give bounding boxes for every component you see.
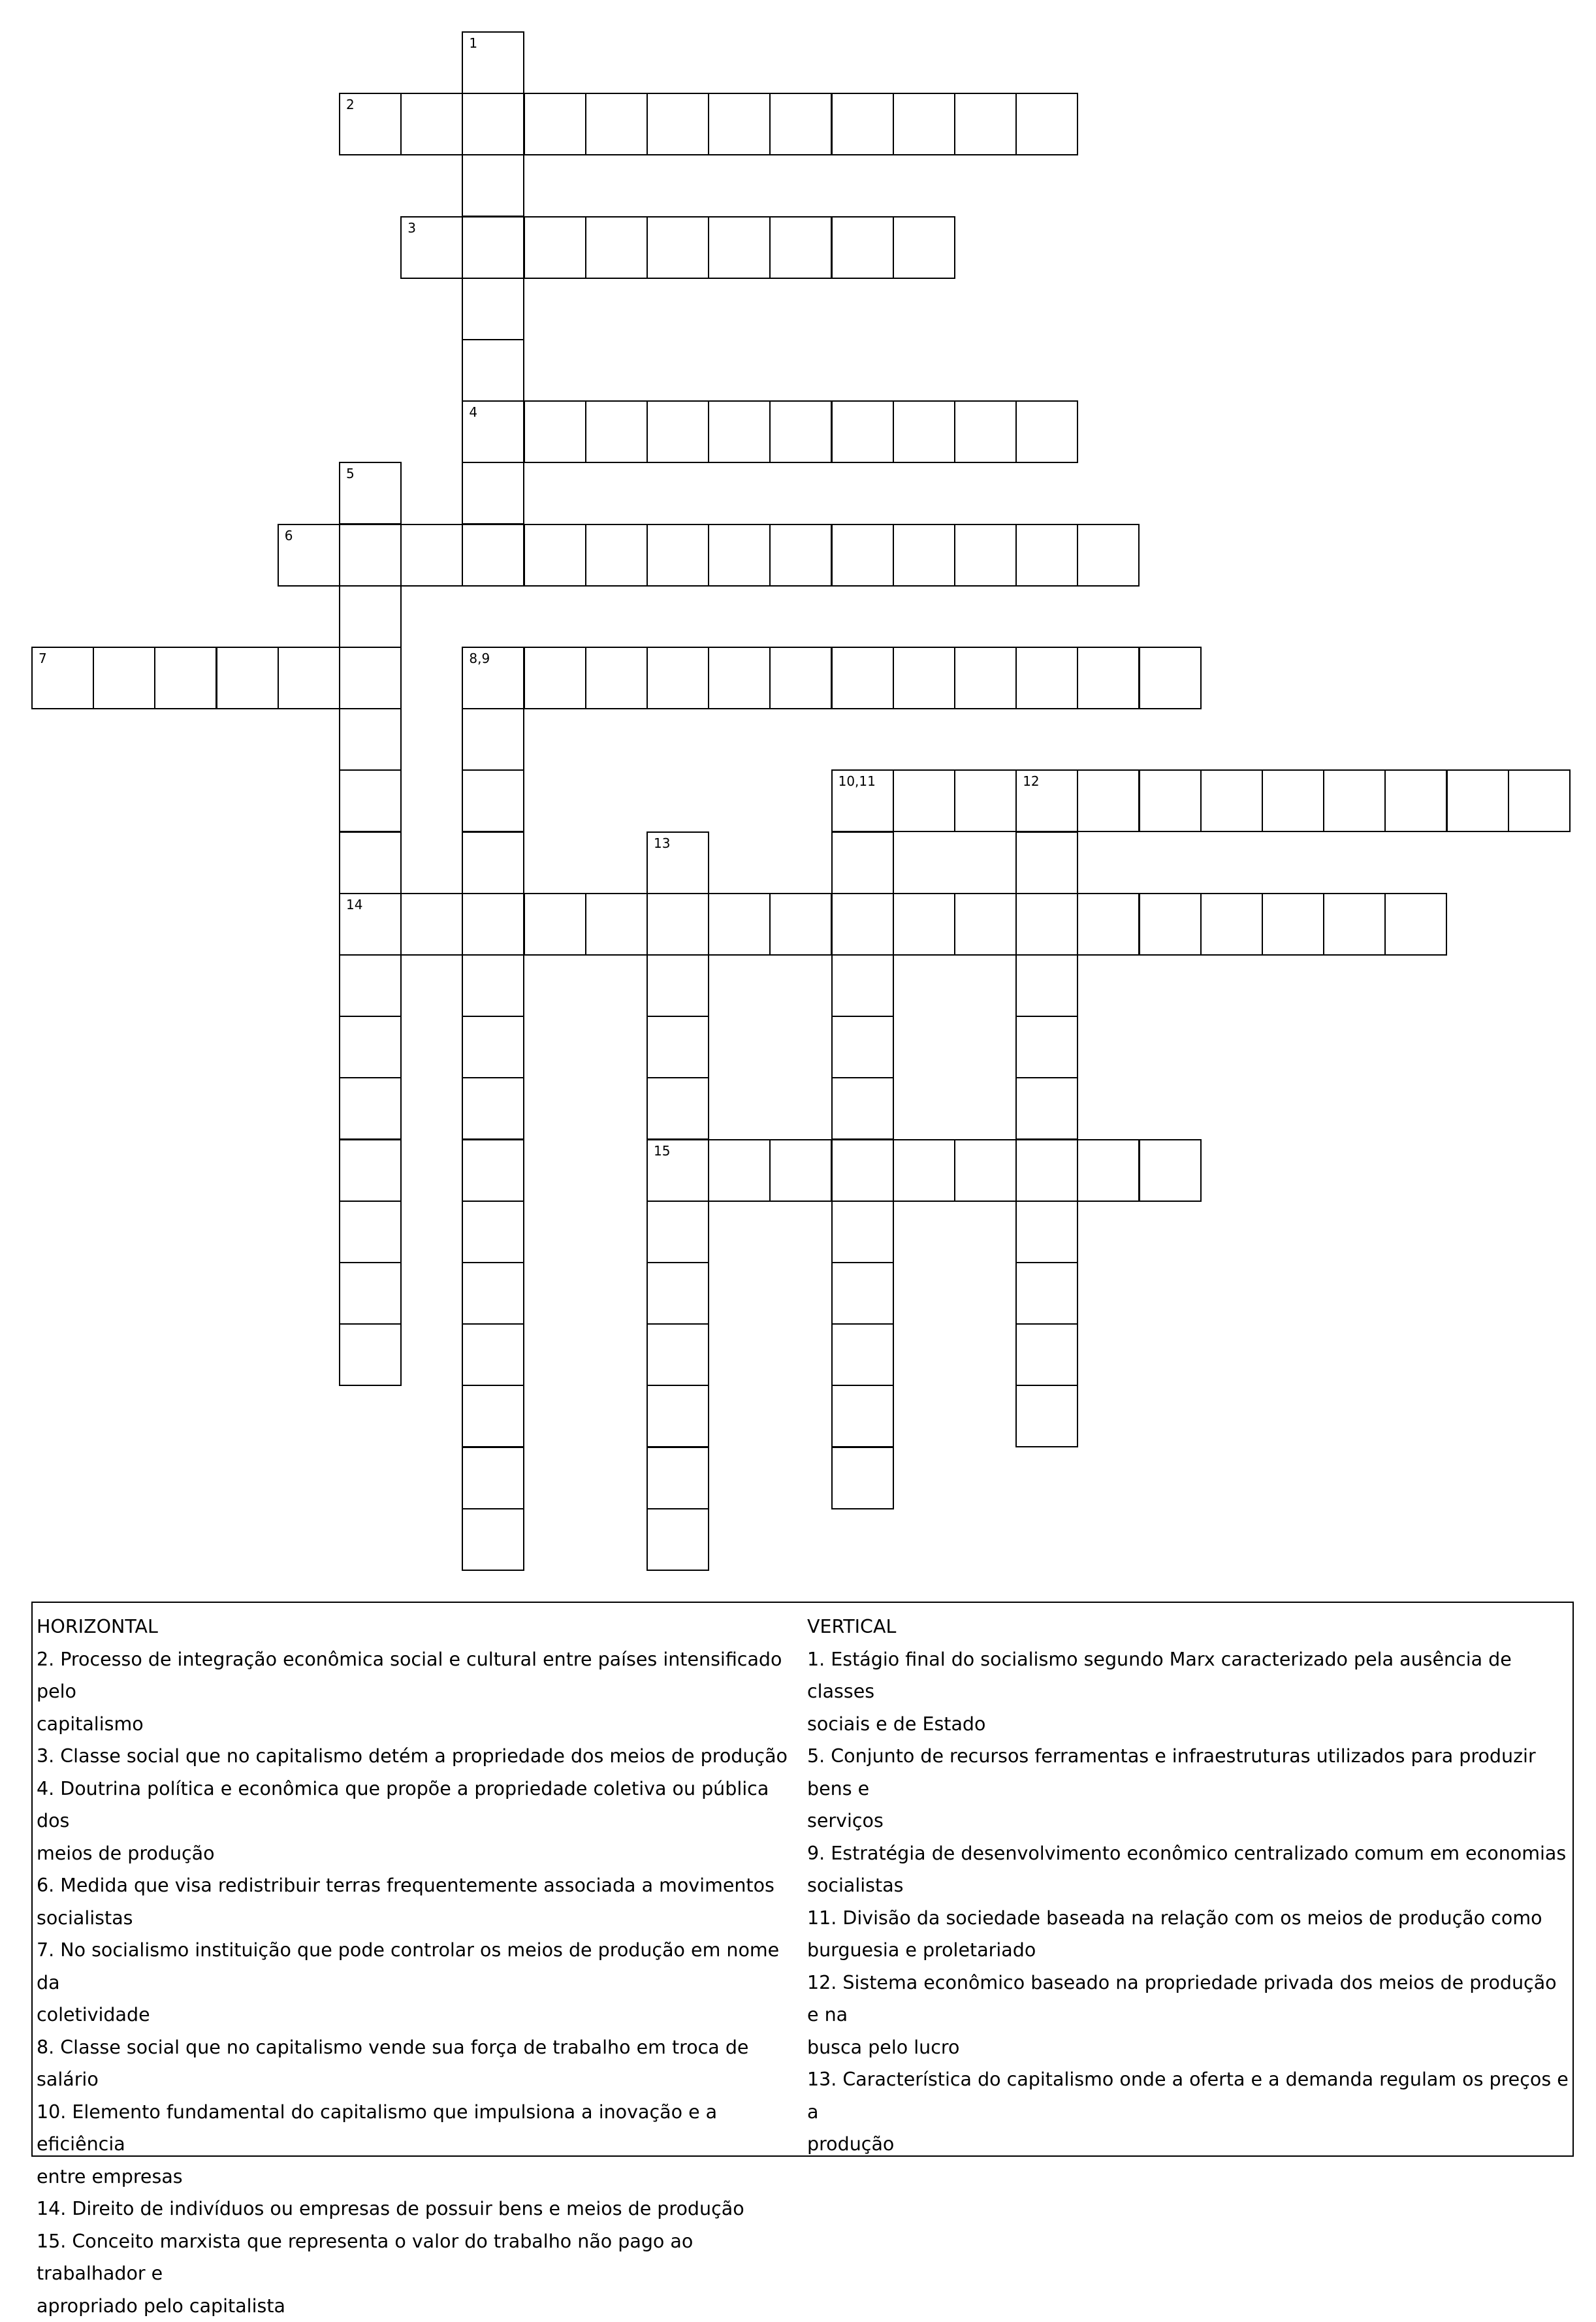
crossword-cell[interactable] xyxy=(278,524,340,587)
crossword-cell[interactable] xyxy=(585,216,648,279)
vertical-clue-list xyxy=(807,1643,1570,2161)
crossword-cell[interactable] xyxy=(646,1262,709,1325)
crossword-cell[interactable] xyxy=(893,893,955,956)
crossword-cell[interactable] xyxy=(646,1323,709,1386)
crossword-cell[interactable] xyxy=(1015,1201,1078,1263)
crossword-cell[interactable] xyxy=(769,1139,832,1202)
crossword-cell[interactable] xyxy=(524,647,586,709)
crossword-cell[interactable] xyxy=(216,647,279,709)
crossword-cell[interactable] xyxy=(1015,93,1078,155)
crossword-cell[interactable] xyxy=(462,647,524,709)
crossword-cell[interactable] xyxy=(1015,954,1078,1017)
crossword-cell[interactable] xyxy=(462,339,524,402)
crossword-cell[interactable] xyxy=(462,893,524,956)
crossword-cell[interactable] xyxy=(831,400,894,463)
clue-line: apropriado pelo capitalista xyxy=(37,2290,801,2322)
crossword-cell[interactable] xyxy=(585,647,648,709)
crossword-cell[interactable] xyxy=(339,831,402,894)
crossword-cell[interactable] xyxy=(893,400,955,463)
crossword-cell[interactable] xyxy=(831,524,894,587)
clue-number: 5 xyxy=(346,466,355,481)
crossword-cell[interactable] xyxy=(831,954,894,1017)
crossword-cell[interactable] xyxy=(278,647,340,709)
crossword-cell[interactable] xyxy=(1015,1139,1078,1202)
crossword-cell[interactable] xyxy=(831,647,894,709)
crossword-cell[interactable] xyxy=(1015,1077,1078,1140)
crossword-cell[interactable] xyxy=(893,647,955,709)
crossword-cell[interactable] xyxy=(1323,769,1386,832)
crossword-cell[interactable] xyxy=(646,1139,709,1202)
clue-line: busca pelo lucro xyxy=(807,2031,1570,2064)
crossword-cell[interactable] xyxy=(831,216,894,279)
clue-line: 1. Estágio final do socialismo segundo Marx caracterizado pela ausência de classes xyxy=(807,1643,1570,1708)
crossword-cell[interactable] xyxy=(646,647,709,709)
crossword-cell[interactable] xyxy=(462,31,524,94)
crossword-cell[interactable] xyxy=(831,1016,894,1078)
crossword-cell[interactable] xyxy=(708,400,771,463)
crossword-cell[interactable] xyxy=(831,1201,894,1263)
clue-number: 10,11 xyxy=(838,774,876,788)
crossword-cell[interactable] xyxy=(339,1077,402,1140)
crossword-cell[interactable] xyxy=(646,831,709,894)
crossword-cell[interactable] xyxy=(831,1447,894,1509)
crossword-cell[interactable] xyxy=(462,154,524,217)
crossword-cell[interactable] xyxy=(462,954,524,1017)
clue-line: produção xyxy=(807,2128,1570,2161)
crossword-cell[interactable] xyxy=(893,769,955,832)
crossword-cell[interactable] xyxy=(708,1139,771,1202)
crossword-cell[interactable] xyxy=(339,1016,402,1078)
crossword-cell[interactable] xyxy=(954,893,1017,956)
clue-number: 14 xyxy=(346,897,362,912)
crossword-cell[interactable] xyxy=(1262,893,1324,956)
clue-number: 15 xyxy=(654,1144,670,1158)
clue-number: 7 xyxy=(39,651,47,666)
crossword-cell[interactable] xyxy=(646,954,709,1017)
crossword-cell[interactable] xyxy=(831,1077,894,1140)
clue-number: 8,9 xyxy=(469,651,490,666)
crossword-cell[interactable] xyxy=(1015,1262,1078,1325)
crossword-cell[interactable] xyxy=(462,400,524,463)
crossword-cell[interactable] xyxy=(339,1323,402,1386)
crossword-cell[interactable] xyxy=(585,893,648,956)
clue-line: serviços xyxy=(807,1805,1570,1837)
crossword-cell[interactable] xyxy=(769,893,832,956)
crossword-cell[interactable] xyxy=(1015,647,1078,709)
vertical-clues xyxy=(807,1611,1570,2161)
crossword-cell[interactable] xyxy=(1015,893,1078,956)
crossword-cell[interactable] xyxy=(1015,1323,1078,1386)
crossword-cell[interactable] xyxy=(462,1508,524,1571)
crossword-cell[interactable] xyxy=(831,1323,894,1386)
horizontal-heading: HORIZONTAL xyxy=(37,1611,801,1643)
crossword-cell[interactable] xyxy=(1384,769,1447,832)
crossword-cell[interactable] xyxy=(1077,1139,1140,1202)
clue-line: 10. Elemento fundamental do capitalismo que impulsiona a inovação e a eficiência xyxy=(37,2096,801,2161)
crossword-cell[interactable] xyxy=(339,1139,402,1202)
crossword-cell[interactable] xyxy=(769,216,832,279)
clue-line: 15. Conceito marxista que representa o valor do trabalho não pago ao trabalhador e xyxy=(37,2225,801,2290)
crossword-cell[interactable] xyxy=(462,278,524,340)
crossword-cell[interactable] xyxy=(462,1262,524,1325)
crossword-cell[interactable] xyxy=(1015,1016,1078,1078)
crossword-cell[interactable] xyxy=(1077,893,1140,956)
crossword-cell[interactable] xyxy=(339,893,402,956)
crossword-cell[interactable] xyxy=(708,216,771,279)
crossword-cell[interactable] xyxy=(769,400,832,463)
clue-line: 2. Processo de integração econômica social e cultural entre países intensificado pelo xyxy=(37,1643,801,1708)
crossword-cell[interactable] xyxy=(831,769,894,832)
crossword-cell[interactable] xyxy=(339,1262,402,1325)
crossword-cell[interactable] xyxy=(893,93,955,155)
clue-line: 13. Característica do capitalismo onde a oferta e a demanda regulam os preços e a xyxy=(807,2063,1570,2128)
crossword-cell[interactable] xyxy=(831,93,894,155)
crossword-cell[interactable] xyxy=(1139,1139,1202,1202)
crossword-cell[interactable] xyxy=(339,647,402,709)
crossword-cell[interactable] xyxy=(954,1139,1017,1202)
crossword-cell[interactable] xyxy=(462,216,524,279)
crossword-cell[interactable] xyxy=(646,400,709,463)
crossword-cell[interactable] xyxy=(585,93,648,155)
crossword-cell[interactable] xyxy=(646,1201,709,1263)
clue-line: 9. Estratégia de desenvolvimento econômico centralizado comum em economias xyxy=(807,1837,1570,1870)
crossword-cell[interactable] xyxy=(462,708,524,771)
crossword-cell[interactable] xyxy=(462,1385,524,1447)
crossword-cell[interactable] xyxy=(1323,893,1386,956)
crossword-cell[interactable] xyxy=(954,524,1017,587)
crossword-cell[interactable] xyxy=(1508,769,1571,832)
crossword-cell[interactable] xyxy=(1015,769,1078,832)
clue-line: 14. Direito de indivíduos ou empresas de possuir bens e meios de produção xyxy=(37,2193,801,2225)
crossword-cell[interactable] xyxy=(831,893,894,956)
crossword-cell[interactable] xyxy=(1139,893,1202,956)
crossword-cell[interactable] xyxy=(954,93,1017,155)
clue-line: 4. Doutrina política e econômica que propõe a propriedade coletiva ou pública dos xyxy=(37,1773,801,1837)
clue-number: 2 xyxy=(346,97,355,112)
crossword-cell[interactable] xyxy=(646,524,709,587)
clue-line: entre empresas xyxy=(37,2161,801,2193)
crossword-cell[interactable] xyxy=(31,647,94,709)
clue-line: socialistas xyxy=(807,1869,1570,1902)
crossword-cell[interactable] xyxy=(1139,769,1202,832)
crossword-cell[interactable] xyxy=(1077,524,1140,587)
crossword-cell[interactable] xyxy=(462,1139,524,1202)
horizontal-clues xyxy=(37,1611,801,2322)
crossword-cell[interactable] xyxy=(339,462,402,524)
crossword-cell[interactable] xyxy=(462,1447,524,1509)
clue-line: burguesia e proletariado xyxy=(807,1934,1570,1967)
crossword-cell[interactable] xyxy=(1262,769,1324,832)
crossword-cell[interactable] xyxy=(400,93,463,155)
crossword-cell[interactable] xyxy=(462,524,524,587)
crossword-cell[interactable] xyxy=(524,893,586,956)
clue-line: 5. Conjunto de recursos ferramentas e infraestruturas utilizados para produzir bens e xyxy=(807,1740,1570,1805)
crossword-cell[interactable] xyxy=(1200,769,1263,832)
crossword-cell[interactable] xyxy=(339,93,402,155)
crossword-cell[interactable] xyxy=(646,1508,709,1571)
clue-line: 7. No socialismo instituição que pode controlar os meios de produção em nome da xyxy=(37,1934,801,1999)
crossword-cell[interactable] xyxy=(339,708,402,771)
crossword-cell[interactable] xyxy=(400,524,463,587)
crossword-cell[interactable] xyxy=(154,647,217,709)
crossword-cell[interactable] xyxy=(1139,647,1202,709)
clue-line: sociais e de Estado xyxy=(807,1708,1570,1741)
crossword-cell[interactable] xyxy=(400,216,463,279)
crossword-cell[interactable] xyxy=(831,1262,894,1325)
clue-number: 3 xyxy=(407,221,416,235)
crossword-cell[interactable] xyxy=(769,93,832,155)
clue-line: coletividade xyxy=(37,1999,801,2031)
crossword-cell[interactable] xyxy=(954,647,1017,709)
crossword-cell[interactable] xyxy=(646,93,709,155)
crossword-cell[interactable] xyxy=(1015,400,1078,463)
crossword-cell[interactable] xyxy=(1077,647,1140,709)
clue-line: meios de produção xyxy=(37,1837,801,1870)
crossword-cell[interactable] xyxy=(585,524,648,587)
crossword-cell[interactable] xyxy=(524,216,586,279)
vertical-heading: VERTICAL xyxy=(807,1611,1570,1643)
crossword-cell[interactable] xyxy=(708,647,771,709)
crossword-cell[interactable] xyxy=(524,93,586,155)
crossword-cell[interactable] xyxy=(93,647,155,709)
crossword-cell[interactable] xyxy=(339,585,402,648)
crossword-cell[interactable] xyxy=(831,1139,894,1202)
crossword-cell[interactable] xyxy=(1015,831,1078,894)
clue-line: capitalismo xyxy=(37,1708,801,1741)
crossword-cell[interactable] xyxy=(893,524,955,587)
crossword-cell[interactable] xyxy=(339,954,402,1017)
crossword-cell[interactable] xyxy=(708,93,771,155)
crossword-cell[interactable] xyxy=(1015,1385,1078,1447)
crossword-cell[interactable] xyxy=(585,400,648,463)
crossword-cell[interactable] xyxy=(831,1385,894,1447)
clue-line: 12. Sistema econômico baseado na propriedade privada dos meios de produção e na xyxy=(807,1967,1570,2031)
clue-line: 11. Divisão da sociedade baseada na relação com os meios de produção como xyxy=(807,1902,1570,1935)
crossword-cell[interactable] xyxy=(462,1016,524,1078)
crossword-cell[interactable] xyxy=(769,524,832,587)
crossword-cell[interactable] xyxy=(893,216,955,279)
crossword-cell[interactable] xyxy=(831,831,894,894)
crossword-cell[interactable] xyxy=(1446,769,1509,832)
crossword-cell[interactable] xyxy=(1200,893,1263,956)
crossword-cell[interactable] xyxy=(462,769,524,832)
crossword-cell[interactable] xyxy=(524,524,586,587)
clue-number: 12 xyxy=(1023,774,1039,788)
crossword-cell[interactable] xyxy=(646,1077,709,1140)
crossword-cell[interactable] xyxy=(769,647,832,709)
crossword-cell[interactable] xyxy=(1384,893,1447,956)
crossword-cell[interactable] xyxy=(462,1323,524,1386)
crossword-cell[interactable] xyxy=(1077,769,1140,832)
horizontal-clue-list xyxy=(37,1643,801,2322)
crossword-cell[interactable] xyxy=(462,1201,524,1263)
crossword-cell[interactable] xyxy=(339,769,402,832)
clue-number: 13 xyxy=(654,836,670,850)
crossword-cell[interactable] xyxy=(646,1016,709,1078)
crossword-cell[interactable] xyxy=(462,93,524,155)
crossword-cell[interactable] xyxy=(462,462,524,524)
crossword-cell[interactable] xyxy=(646,893,709,956)
crossword-cell[interactable] xyxy=(893,1139,955,1202)
crossword-cell[interactable] xyxy=(954,769,1017,832)
crossword-cell[interactable] xyxy=(524,400,586,463)
crossword-cell[interactable] xyxy=(708,524,771,587)
crossword-cell[interactable] xyxy=(708,893,771,956)
clue-number: 6 xyxy=(285,528,293,543)
crossword-cell[interactable] xyxy=(400,893,463,956)
crossword-cell[interactable] xyxy=(954,400,1017,463)
clue-number: 1 xyxy=(469,36,477,50)
crossword-cell[interactable] xyxy=(339,1201,402,1263)
crossword-cell[interactable] xyxy=(646,1385,709,1447)
crossword-cell[interactable] xyxy=(462,1077,524,1140)
clue-number: 4 xyxy=(469,405,477,419)
crossword-cell[interactable] xyxy=(646,216,709,279)
crossword-cell[interactable] xyxy=(1015,524,1078,587)
clue-line: 6. Medida que visa redistribuir terras frequentemente associada a movimentos xyxy=(37,1869,801,1902)
crossword-cell[interactable] xyxy=(462,831,524,894)
clues-box xyxy=(31,1602,1574,2157)
clue-line: socialistas xyxy=(37,1902,801,1935)
clue-line: 3. Classe social que no capitalismo detém a propriedade dos meios de produção xyxy=(37,1740,801,1773)
crossword-cell[interactable] xyxy=(339,524,402,587)
clue-line: 8. Classe social que no capitalismo vende sua força de trabalho em troca de salário xyxy=(37,2031,801,2096)
crossword-cell[interactable] xyxy=(646,1447,709,1509)
